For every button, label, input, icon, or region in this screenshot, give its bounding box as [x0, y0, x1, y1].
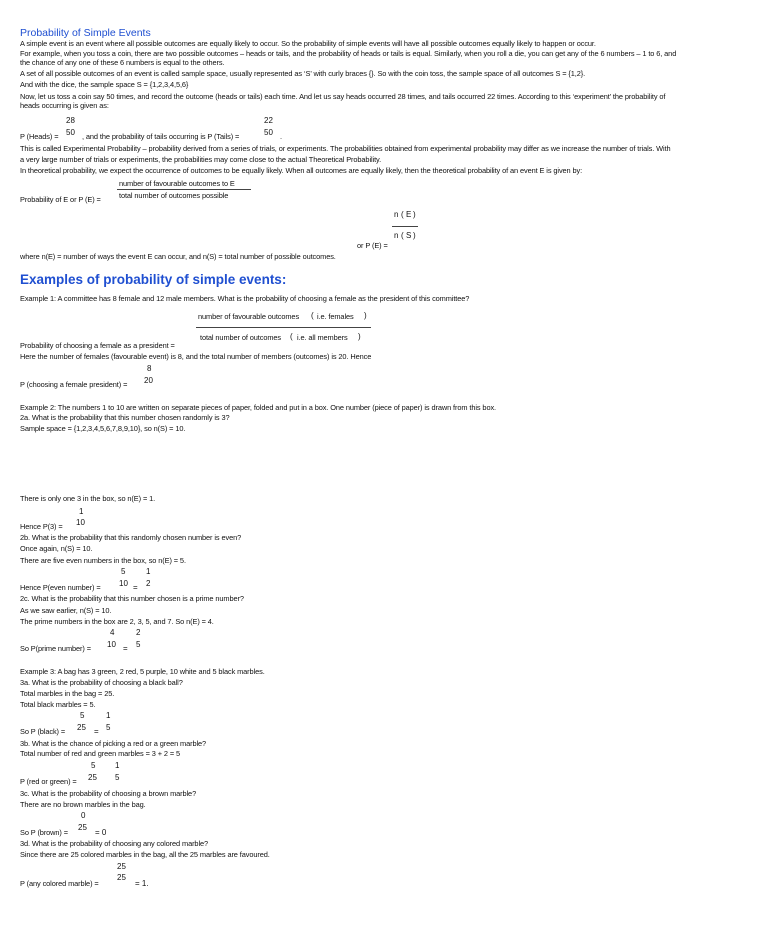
ex1-p-denominator: 20	[144, 376, 153, 385]
heads-prefix: P (Heads) =	[20, 132, 59, 141]
nE-fraction-bar	[392, 226, 418, 227]
ex3b-question: 3b. What is the chance of picking a red or a green marble?	[20, 739, 207, 748]
ex3c-denominator: 25	[78, 823, 87, 832]
ex2a-question: 2a. What is the probability that this number chosen randomly is 3?	[20, 413, 230, 422]
ex3a-numerator: 5	[80, 711, 85, 720]
ex1-den-rparen: )	[358, 332, 361, 341]
ex3b-denominator2: 5	[115, 773, 120, 782]
ex3d-result: = 1.	[135, 879, 149, 888]
ex2b-line: Once again, n(S) = 10.	[20, 544, 93, 553]
ex3b-numerator: 5	[91, 761, 96, 770]
ex1-num-rparen: )	[364, 311, 367, 320]
ex1-lead: Probability of choosing a female as a president =	[20, 341, 175, 350]
ex2-sample-space: Sample space = {1,2,3,4,5,6,7,8,9,10}, so n(S) = 10.	[20, 424, 186, 433]
ex3b-line: Total number of red and green marbles = 3 + 2 = 5	[20, 749, 181, 758]
intro-line: the chance of any one of these 6 numbers is equal to the others.	[20, 58, 225, 67]
ex2a-prefix: Hence P(3) =	[20, 522, 63, 531]
ex1-here: Here the number of females (favourable event) is 8, and the total number of members (outcomes) is 20. Hence	[20, 352, 372, 361]
ex1-denominator: total number of outcomes	[200, 333, 281, 342]
ex3a-prefix: So P (black) =	[20, 727, 66, 736]
experimental-line: This is called Experimental Probability – probability derived from a series of trials, or experiments. The probabilities obtained from experimental probability may differ as we increase the number of trials. With	[20, 144, 671, 153]
ex2a-numerator: 1	[79, 507, 84, 516]
ex1-num-lparen: (	[311, 311, 314, 320]
ex3c-numerator: 0	[81, 811, 86, 820]
experimental-line: In theoretical probability, we expect the occurrence of outcomes to be equally likely. When all outcomes are equally likely, then the theoretical probability of an event E is given by:	[20, 166, 583, 175]
formula-numerator: number of favourable outcomes to E	[119, 179, 235, 188]
ex3a-equals: =	[94, 727, 99, 736]
where-line: where n(E) = number of ways the event E can occur, and n(S) = total number of possible outcomes.	[20, 252, 336, 261]
ex3a-numerator2: 1	[106, 711, 111, 720]
ex2c-denominator2: 5	[136, 640, 141, 649]
ex3c-line: There are no brown marbles in the bag.	[20, 800, 146, 809]
ex2c-line: The prime numbers in the box are 2, 3, 5, and 7. So n(E) = 4.	[20, 617, 214, 626]
tails-denominator: 50	[264, 128, 273, 137]
ex3c-prefix: So P (brown) =	[20, 828, 68, 837]
ex3d-numerator: 25	[117, 862, 126, 871]
formula-or: or P (E) =	[357, 241, 388, 250]
ex3a-question: 3a. What is the probability of choosing a black ball?	[20, 678, 183, 687]
ex2c-line: As we saw earlier, n(S) = 10.	[20, 606, 112, 615]
ex3b-prefix: P (red or green) =	[20, 777, 77, 786]
ex3b-denominator: 25	[88, 773, 97, 782]
formula-prefix: Probability of E or P (E) =	[20, 195, 101, 204]
ex1-question: Example 1: A committee has 8 female and 12 male members. What is the probability of choosing a female as the president of this committee?	[20, 294, 470, 303]
ex1-p-prefix: P (choosing a female president) =	[20, 380, 128, 389]
ex2b-numerator: 5	[121, 567, 126, 576]
intro-line: Now, let us toss a coin say 50 times, and record the outcome (heads or tails) each time. And let us say heads occurred 28 times, and tails occurred 22 times. According to this ‘experiment’ the probability of	[20, 92, 666, 101]
ex1-den-lparen: (	[290, 332, 293, 341]
ex2c-numerator: 4	[110, 628, 115, 637]
ex3b-numerator2: 1	[115, 761, 120, 770]
intro-line: And with the dice, the sample space S = {1,2,3,4,5,6}	[20, 80, 189, 89]
ex1-p-numerator: 8	[147, 364, 152, 373]
intro-line: heads occurring is given as:	[20, 101, 109, 110]
nS-rparen: )	[413, 231, 416, 240]
ex3d-prefix: P (any colored marble) =	[20, 879, 99, 888]
ex3-question: Example 3: A bag has 3 green, 2 red, 5 purple, 10 white and 5 black marbles.	[20, 667, 265, 676]
examples-heading: Examples of probability of simple events:	[20, 272, 287, 287]
nE-E: E	[406, 210, 412, 219]
formula-fraction-bar	[117, 189, 251, 190]
nS-n: n	[394, 231, 399, 240]
ex3d-denominator: 25	[117, 873, 126, 882]
ex2c-prefix: So P(prime number) =	[20, 644, 91, 653]
ex2c-question: 2c. What is the probability that this number chosen is a prime number?	[20, 594, 244, 603]
tails-numerator: 22	[264, 116, 273, 125]
ex3d-line: Since there are 25 colored marbles in the bag, all the 25 marbles are favoured.	[20, 850, 270, 859]
nS-lparen: (	[401, 231, 404, 240]
intro-line: For example, when you toss a coin, there are two possible outcomes – heads or tails, and the probability of heads or tails is equal. Similarly, when you roll a die, you can get any of the 6 numbers – 1 to 6, and	[20, 49, 677, 58]
ex2b-denominator2: 2	[146, 579, 151, 588]
ex3c-question: 3c. What is the probability of choosing a brown marble?	[20, 789, 197, 798]
ex2a-denominator: 10	[76, 518, 85, 527]
ex2-question: Example 2: The numbers 1 to 10 are written on separate pieces of paper, folded and put in a box. One number (piece of paper) is drawn from this box.	[20, 403, 496, 412]
ex2b-prefix: Hence P(even number) =	[20, 583, 101, 592]
intro-line: A set of all possible outcomes of an event is called sample space, usually represented as ‘S’ with curly braces {}. So with the coin toss, the sample space of all outcomes S = {1,2}.	[20, 69, 586, 78]
heads-numerator: 28	[66, 116, 75, 125]
ex1-fraction-bar	[196, 327, 371, 328]
ex3a-denominator2: 5	[106, 723, 111, 732]
ex2b-question: 2b. What is the probability that this randomly chosen number is even?	[20, 533, 242, 542]
page-heading: Probability of Simple Events	[20, 27, 151, 39]
tails-text: , and the probability of tails occurring is P (Tails) =	[82, 132, 240, 141]
nS-S: S	[406, 231, 412, 240]
ex2c-numerator2: 2	[136, 628, 141, 637]
formula-denominator: total number of outcomes possible	[119, 191, 229, 200]
ex3d-question: 3d. What is the probability of choosing any colored marble?	[20, 839, 209, 848]
heads-denominator: 50	[66, 128, 75, 137]
intro-line: A simple event is an event where all possible outcomes are equally likely to occur. So the probability of simple events will have all possible outcomes equally likely to happen or occur.	[20, 39, 596, 48]
ex2c-denominator: 10	[107, 640, 116, 649]
ex3a-denominator: 25	[77, 723, 86, 732]
nE-lparen: (	[401, 210, 404, 219]
ex2b-line: There are five even numbers in the box, so n(E) = 5.	[20, 556, 186, 565]
experimental-line: a very large number of trials or experiments, the probabilities may come close to the actual Theoretical Probability.	[20, 155, 382, 164]
ex1-den-paren-text: i.e. all members	[297, 333, 348, 342]
ex1-num-paren-text: i.e. females	[317, 312, 354, 321]
ex3c-result: = 0	[95, 828, 107, 837]
ex2c-equals: =	[123, 644, 128, 653]
ex3a-line: Total marbles in the bag = 25.	[20, 689, 115, 698]
ex1-numerator: number of favourable outcomes	[198, 312, 300, 321]
ex2b-equals: =	[133, 583, 138, 592]
ex2b-denominator: 10	[119, 579, 128, 588]
nE-rparen: )	[413, 210, 416, 219]
ex2a-only: There is only one 3 in the box, so n(E) = 1.	[20, 494, 156, 503]
tails-end: .	[280, 132, 282, 141]
nE-n: n	[394, 210, 399, 219]
ex2b-numerator2: 1	[146, 567, 151, 576]
ex3a-line: Total black marbles = 5.	[20, 700, 96, 709]
